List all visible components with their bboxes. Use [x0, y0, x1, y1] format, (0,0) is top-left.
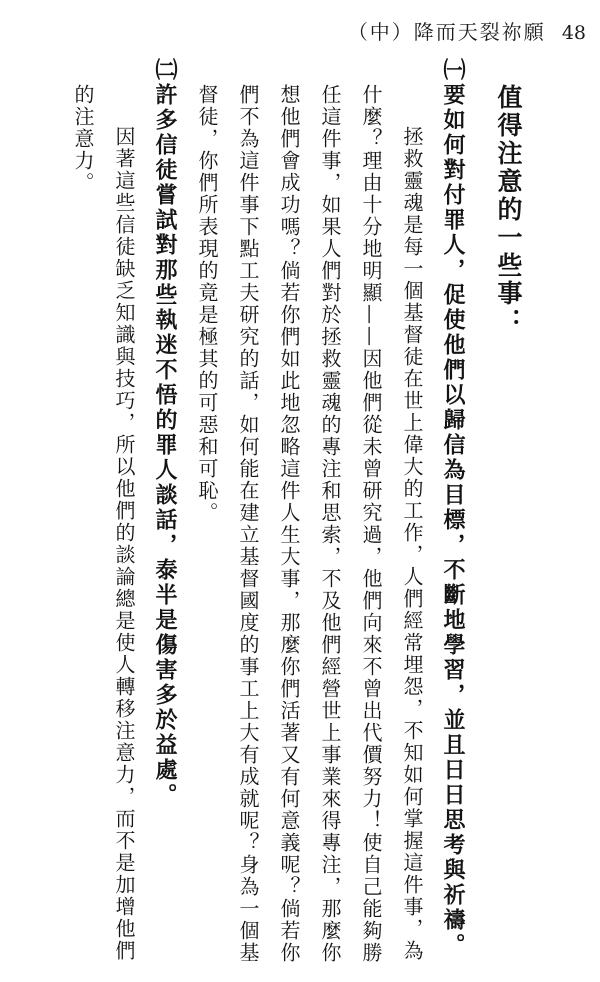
section-title: 值得注意的一些事： — [494, 84, 523, 336]
body-paragraph-1: 拯救靈魂是每一個基督徒在世上偉大的工作，人們經常埋怨，不知如何掌握這件事，為什麼？理由十分地明顯——因他們從未曾研究過，他們向來不曾出代價努力！使自己能夠勝任這件事，如果人們對於拯救靈魂的專注和思索，不及他們經營世上事業來得專注，那麼你想他們會成功嗎？倘若你們如此地忽略這件人生大事，那麼你們活著又有何意義呢？倘若你們不為這件事下點工夫研究的話，如何能在建立基督國度的事工上大有成就呢？身為一個基督徒，你們所表現的竟是極其的可惡和可恥。 — [195, 84, 424, 964]
page-number: 48 — [561, 22, 586, 44]
running-head-title: （中）降而天裂祢願 — [347, 20, 546, 44]
body-paragraph-2: 因著這些信徒缺乏知識與技巧，所以他們的談論總是使人轉移注意力，而不是加增他們的注意力。 — [71, 84, 136, 962]
main-text-block — [8, 58, 532, 980]
running-head — [348, 16, 586, 45]
item-paragraph-1: ㈠要如何對付罪人，促使他們以歸信為目標，不斷地學習，並且日日思考與祈禱。 — [440, 58, 466, 958]
item-paragraph-2: ㈡許多信徒嘗試對那些執迷不悟的罪人談話，泰半是傷害多於益處。 — [152, 58, 178, 808]
